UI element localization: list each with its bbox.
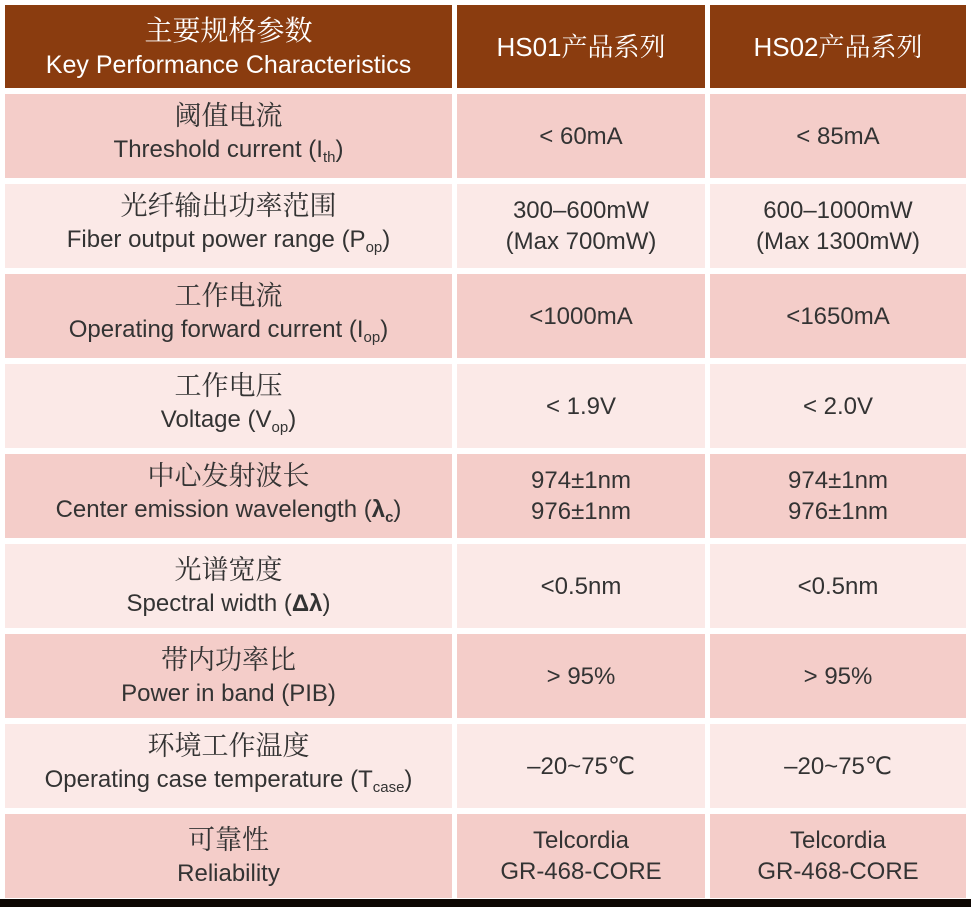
hs02-value-cell (710, 544, 966, 628)
hs01-value-cell (457, 814, 705, 898)
value-line: <1000mA (529, 302, 633, 330)
param-label-en: Center emission wavelength $(\lambda_c)$ (55, 496, 402, 526)
value-line: 974±1nm (531, 467, 631, 494)
hs02-value-cell (710, 94, 966, 178)
param-label-en: Spectral width (Δλ) (126, 590, 331, 617)
value-line: –20~75℃ (527, 752, 635, 780)
param-label-cell (5, 274, 452, 358)
param-label-en: Operating case temperature $(T_{case})$ (44, 766, 413, 796)
header-param-en: Key Performance Characteristics (45, 50, 412, 79)
value-line: GR-468-CORE (757, 858, 919, 885)
hs02-value-cell (710, 724, 966, 808)
param-label-en: Voltage $(V_{op})$ (160, 406, 297, 436)
param-label-zh: 光纤输出功率范围 (120, 191, 337, 221)
value-line: < 85mA (796, 122, 880, 150)
hs01-value-cell (457, 94, 705, 178)
value-line: Telcordia (789, 827, 887, 854)
param-label-cell (5, 634, 452, 718)
param-label-zh: 可靠性 (188, 825, 269, 855)
param-label-zh: 环境工作温度 (147, 731, 310, 761)
param-label-en: Reliability (177, 860, 280, 887)
value-line: 974±1nm (788, 467, 888, 494)
hs02-value-cell (710, 814, 966, 898)
value-line: –20~75℃ (784, 752, 892, 780)
value-line: <1650mA (786, 302, 890, 330)
param-label-cell (5, 364, 452, 448)
bottom-bar (0, 899, 971, 907)
header-series-cell-hs02 (710, 5, 966, 88)
value-line: <0.5nm (797, 572, 879, 600)
value-line: Telcordia (532, 827, 630, 854)
value-line: < 60mA (539, 122, 623, 150)
value-line: 976±1nm (531, 498, 631, 525)
param-label-zh: 中心发射波长 (147, 461, 310, 491)
param-label-cell (5, 724, 452, 808)
param-label-zh: 阈值电流 (174, 101, 283, 131)
value-line: (Max 700mW) (505, 228, 657, 255)
param-label-en: Fiber output power range $(P_{op})$ (66, 226, 391, 256)
hs02-value-cell (710, 634, 966, 718)
header-param-cell (5, 5, 452, 88)
hs02-value-cell (710, 454, 966, 538)
param-label-zh: 工作电流 (174, 281, 283, 311)
header-series-cell-hs01 (457, 5, 705, 88)
param-label-en: Threshold current $(I_{th})$ (113, 136, 344, 166)
value-line: (Max 1300mW) (755, 228, 921, 255)
hs02-value-cell (710, 364, 966, 448)
param-label-zh: 光谱宽度 (174, 555, 283, 585)
value-line: 600–1000mW (763, 197, 913, 224)
hs01-value-cell (457, 634, 705, 718)
param-label-zh: 带内功率比 (161, 645, 296, 675)
param-label-cell (5, 184, 452, 268)
value-line: > 95% (546, 662, 616, 690)
hs01-value-cell (457, 544, 705, 628)
hs01-value-cell (457, 724, 705, 808)
header-param-zh: 主要规格参数 (144, 14, 313, 46)
value-line: <0.5nm (540, 572, 622, 600)
value-line: 976±1nm (788, 498, 888, 525)
param-label-cell (5, 814, 452, 898)
value-line: > 95% (803, 662, 873, 690)
header-series-label-hs01: HS01产品系列 (496, 31, 666, 62)
hs02-value-cell (710, 184, 966, 268)
hs02-value-cell (710, 274, 966, 358)
spec-table (5, 5, 966, 898)
param-label-zh: 工作电压 (174, 371, 283, 401)
hs01-value-cell (457, 274, 705, 358)
hs01-value-cell (457, 364, 705, 448)
param-label-cell (5, 94, 452, 178)
param-label-cell (5, 454, 452, 538)
param-label-cell (5, 544, 452, 628)
param-label-en: Operating forward current $(I_{op})$ (68, 316, 389, 346)
value-line: < 2.0V (802, 392, 874, 420)
param-label-en: Power in band (PIB) (121, 680, 336, 707)
hs01-value-cell (457, 184, 705, 268)
value-line: GR-468-CORE (500, 858, 662, 885)
hs01-value-cell (457, 454, 705, 538)
value-line: 300–600mW (512, 197, 650, 224)
value-line: < 1.9V (545, 392, 617, 420)
header-series-label-hs02: HS02产品系列 (753, 31, 923, 62)
